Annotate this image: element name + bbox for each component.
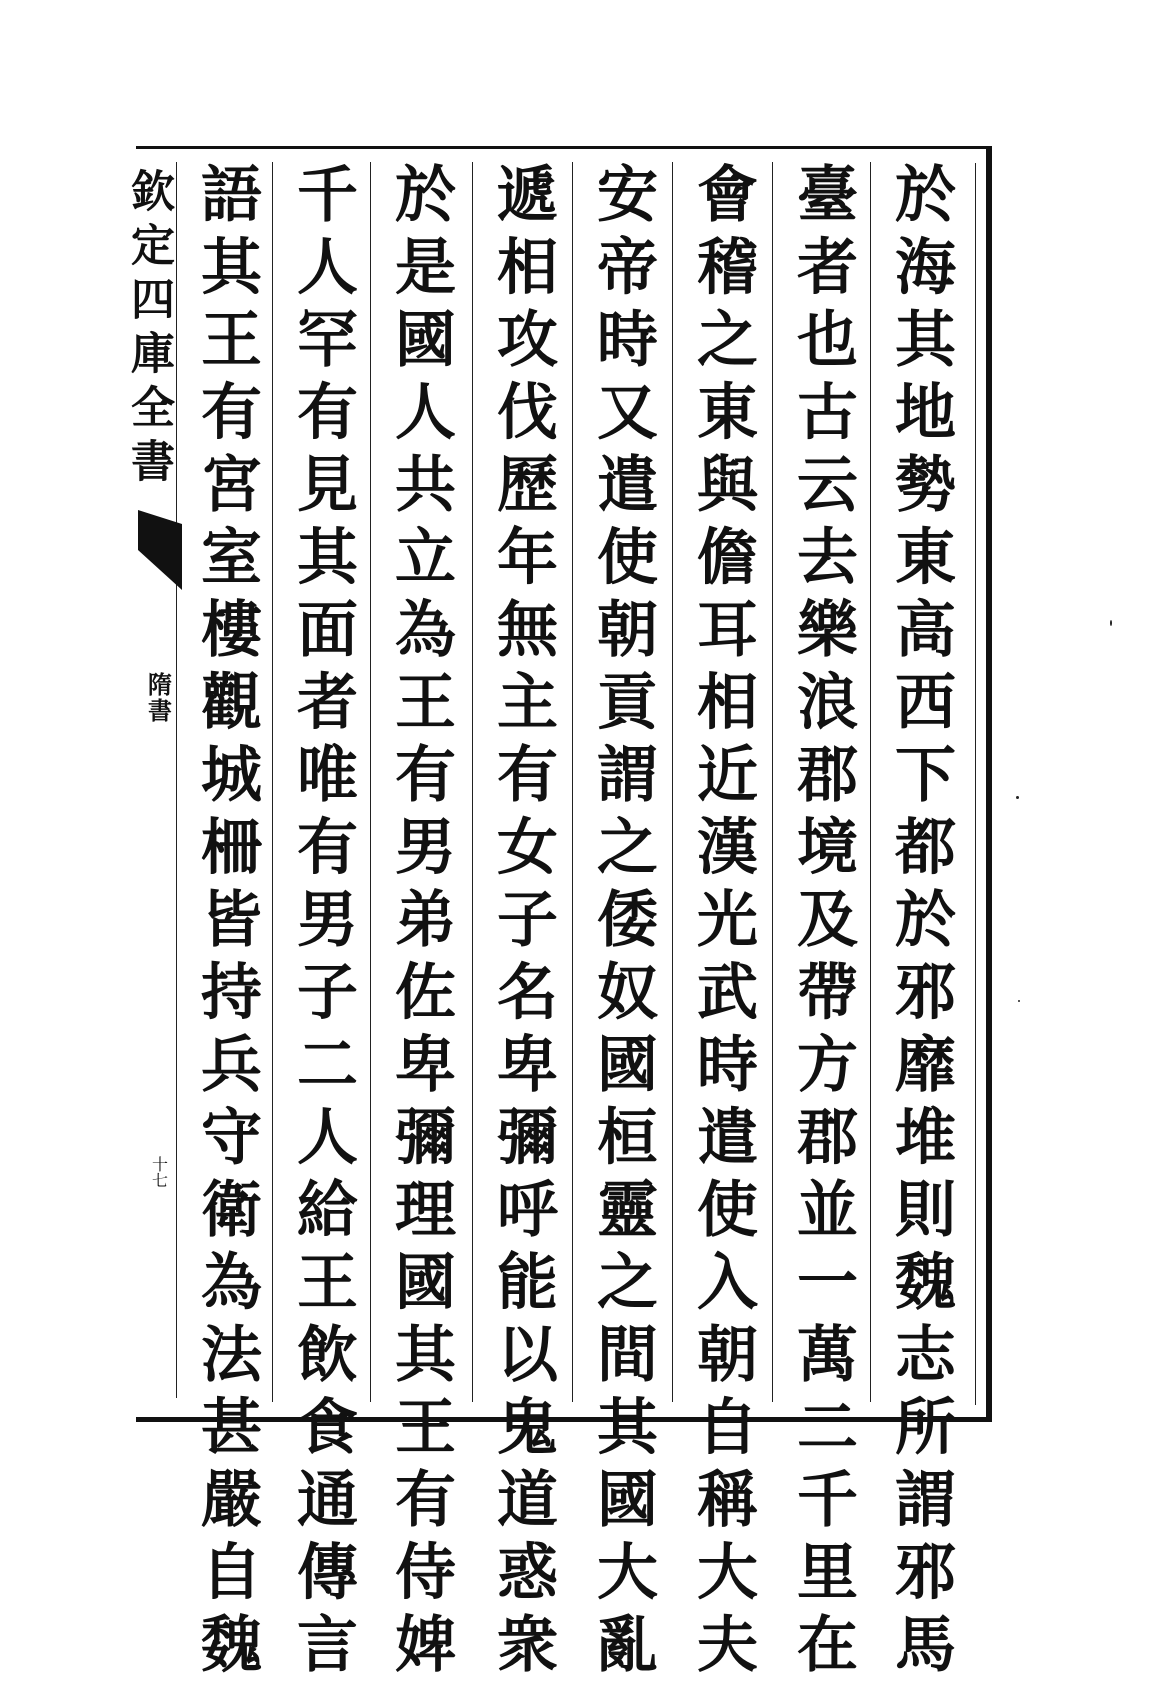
fishtail-mark-icon: [138, 510, 182, 590]
column-rule: [472, 162, 473, 1402]
scan-speck: [1016, 796, 1019, 799]
column-text: 語其王有宮室樓觀城柵皆持兵守衛為法甚嚴自魏: [191, 162, 262, 1685]
text-column-4: [576, 162, 668, 1685]
text-column-6: [374, 162, 466, 1685]
column-rule: [772, 162, 773, 1402]
text-column-8: [180, 162, 272, 1685]
column-text: 臺者也古云去樂浪郡境及帶方郡並一萬二千里在: [787, 162, 858, 1685]
text-column-5: [476, 162, 568, 1685]
column-rule: [370, 162, 371, 1402]
column-text: 安帝時又遣使朝貢謂之倭奴國桓靈之間其國大亂: [587, 162, 658, 1685]
text-column-3: [676, 162, 768, 1685]
column-rule: [870, 162, 871, 1402]
column-text: 遞相攻伐歷年無主有女子名卑彌呼能以鬼道惑衆: [487, 162, 558, 1685]
column-text: 千人罕有見其面者唯有男子二人給王飲食通傳言: [287, 162, 358, 1685]
book-title-text: 欽定四庫全書: [123, 168, 174, 492]
section-title-margin: [138, 672, 178, 782]
page-number-text: 十七: [149, 1156, 169, 1188]
book-title-margin: [120, 168, 176, 508]
text-column-7: [276, 162, 368, 1685]
section-title-text: 隋書: [143, 672, 173, 724]
text-column-2: [776, 162, 868, 1685]
column-text: 於海其地勢東高西下都於邪靡堆則魏志所謂邪馬: [885, 162, 956, 1685]
column-rule: [572, 162, 573, 1402]
column-rule: [272, 162, 273, 1402]
page-number-margin: [144, 1156, 174, 1216]
scan-speck: [1110, 620, 1112, 626]
column-text: 於是國人共立為王有男弟佐卑彌理國其王有侍婢: [385, 162, 456, 1685]
text-column-1: [874, 162, 966, 1685]
column-text: 會稽之東與儋耳相近漢光武時遣使入朝自稱大夫: [687, 162, 758, 1685]
scan-speck: [1018, 1000, 1020, 1002]
column-rule: [672, 162, 673, 1402]
